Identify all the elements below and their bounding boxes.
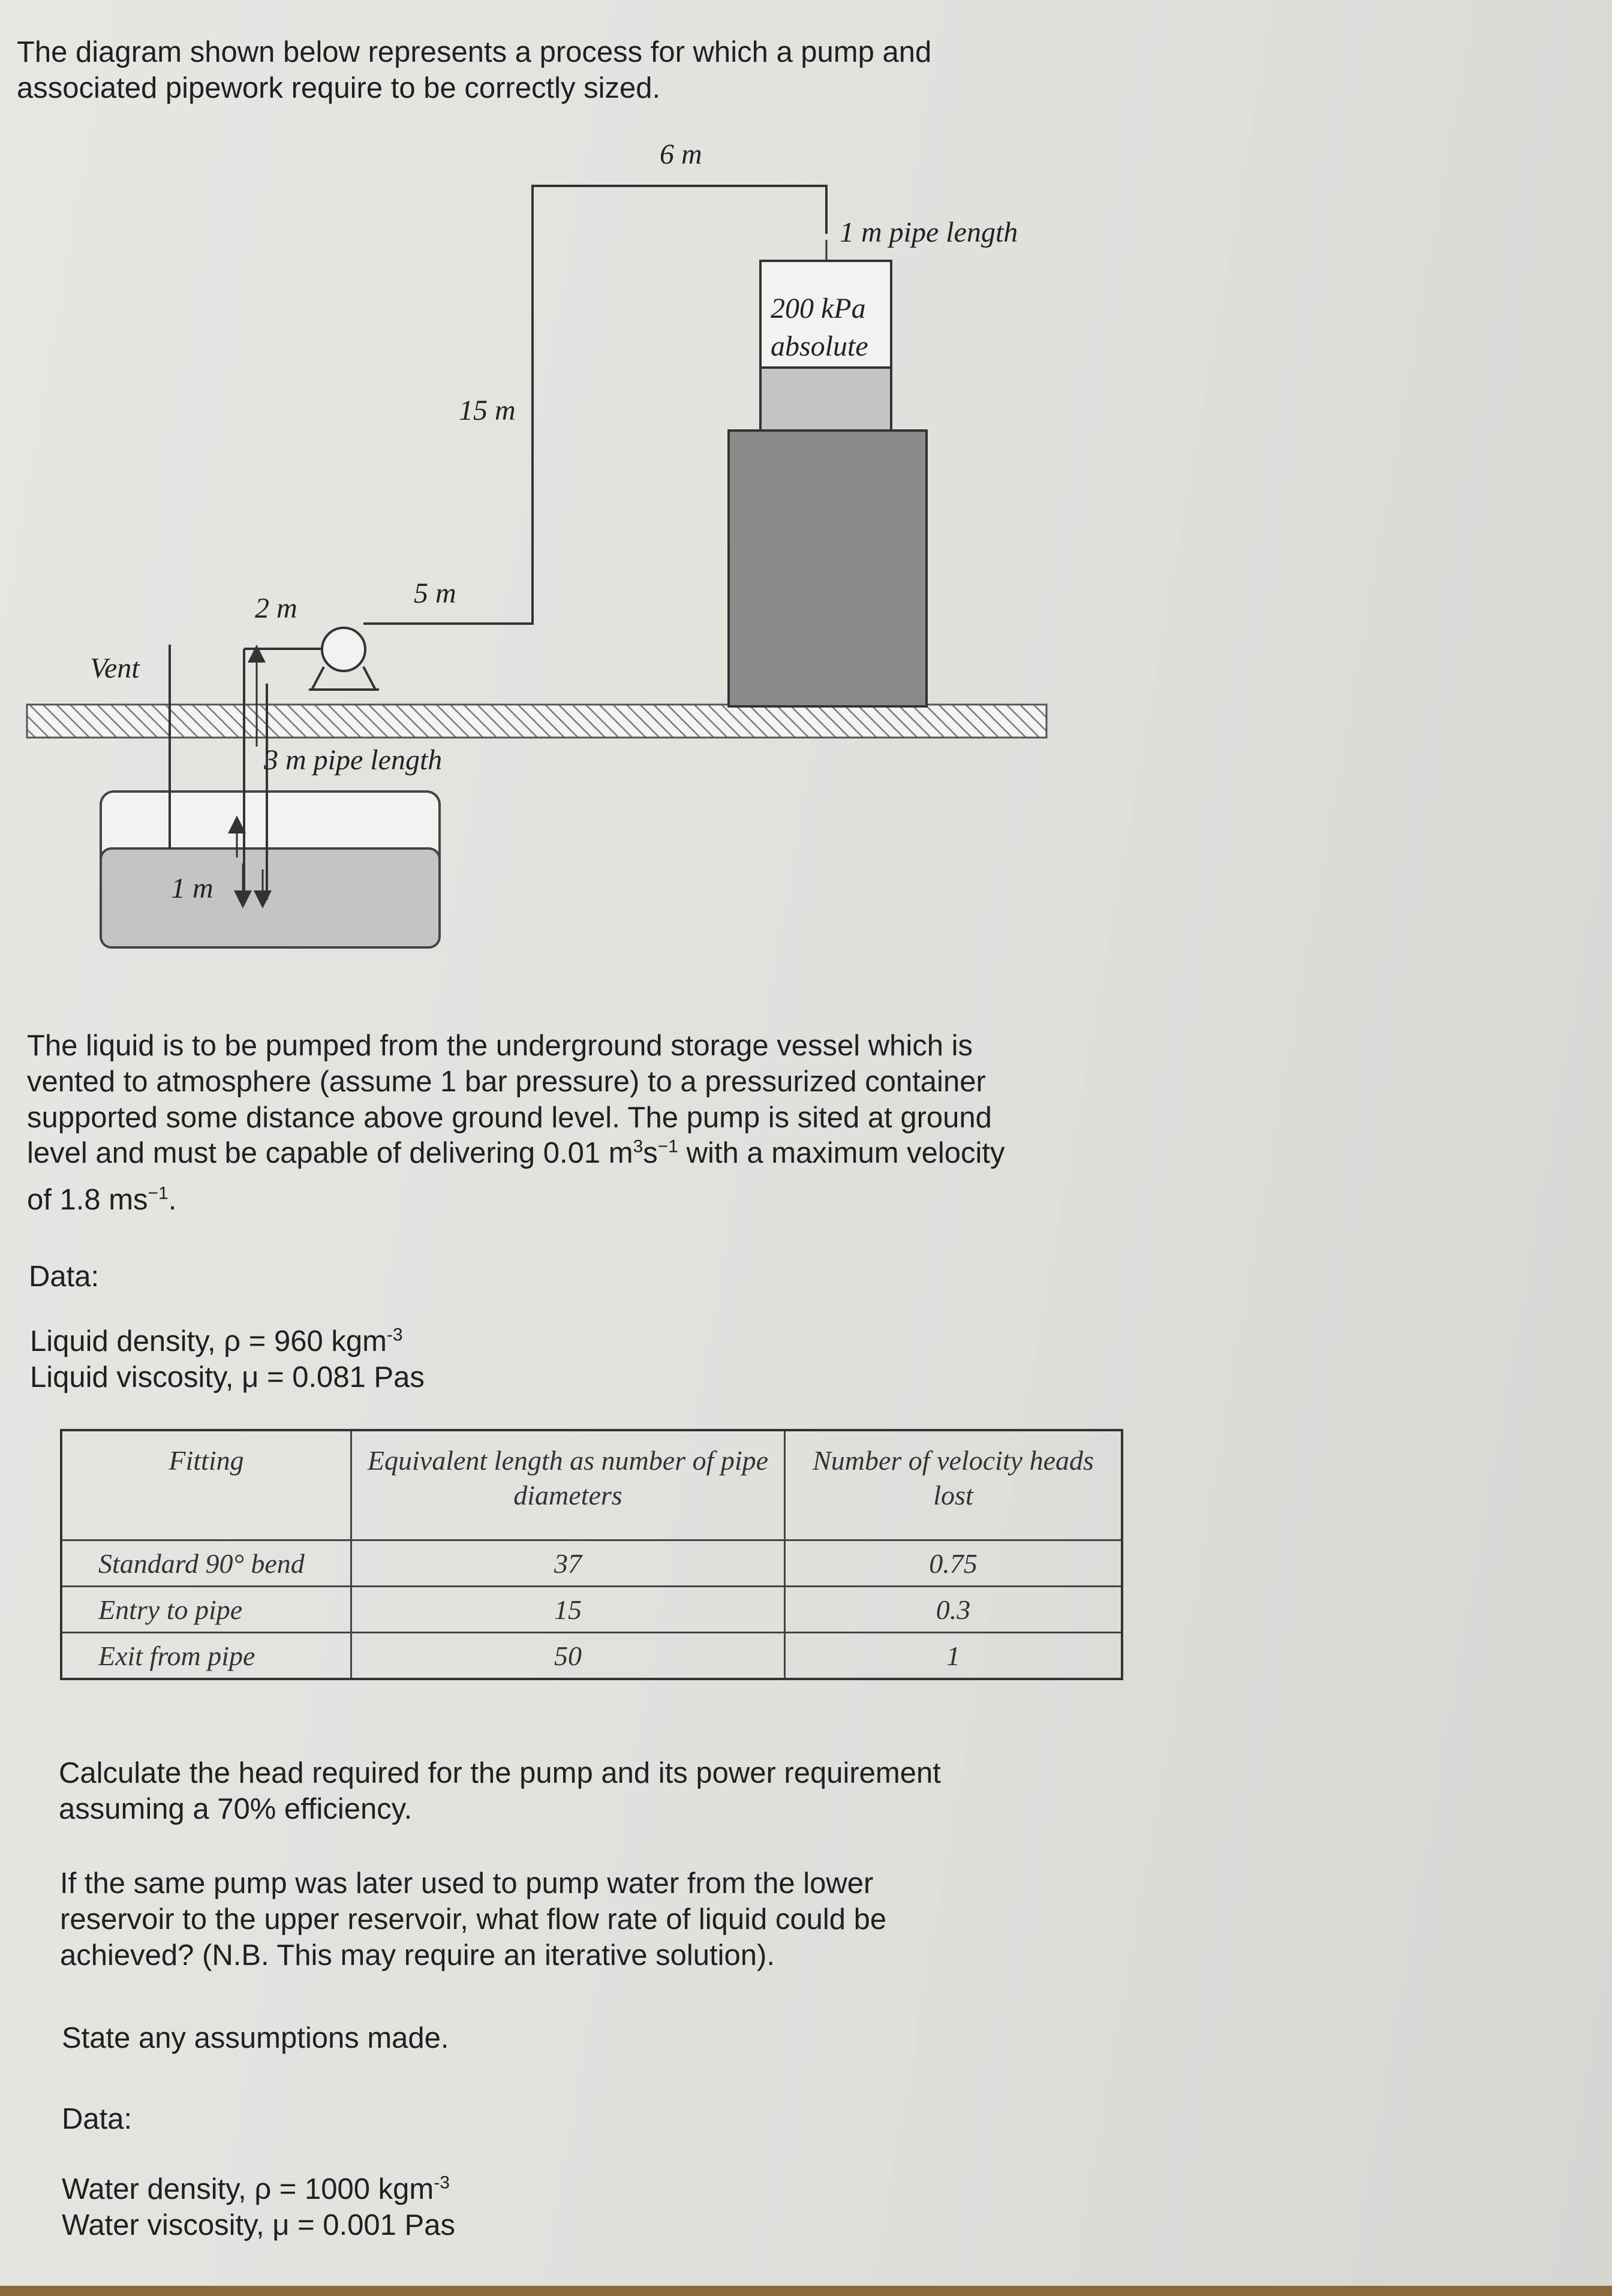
intro-text [17, 35, 931, 107]
table-row [61, 1587, 1122, 1633]
data-heading-2: Data: [62, 2103, 133, 2135]
desk-edge [0, 2286, 1612, 2296]
data-heading-1: Data: [29, 1260, 100, 1293]
fittings-table [60, 1429, 1123, 1680]
question-2-line-2: reservoir to the upper reservoir, what flow rate of liquid could be [60, 1903, 887, 1936]
pump-icon [322, 628, 365, 671]
equivalent-length: 37 [351, 1540, 785, 1587]
table-row [61, 1633, 1122, 1680]
water-density: Water density, ρ = 1000 kgm$^{-3}$ [62, 2172, 450, 2205]
process-diagram [0, 120, 1079, 989]
label-15m: 15 m [459, 395, 516, 426]
fitting-name: Exit from pipe [61, 1633, 351, 1680]
liquid-density: Liquid density, ρ = 960 kgm$^{-3}$ [30, 1325, 403, 1358]
question-2-line-1: If the same pump was later used to pump water from the lower [60, 1867, 874, 1900]
description-line-2: vented to atmosphere (assume 1 bar pressure) to a pressurized container [27, 1065, 986, 1098]
label-vent: Vent [90, 652, 140, 684]
question-2-line-3: achieved? (N.B. This may require an iterative solution). [60, 1939, 775, 1972]
velocity-heads: 1 [785, 1633, 1123, 1680]
description-line-4: level and must be capable of delivering 0.01 $m^3s^{-1}$ with a maximum velocity [27, 1136, 1005, 1170]
fitting-name: Standard 90° bend [61, 1540, 351, 1587]
table-header-row [61, 1430, 1122, 1540]
ground-hatching [27, 705, 1046, 738]
description-line-3: supported some distance above ground level. The pump is sited at ground [27, 1101, 992, 1134]
table-row [61, 1540, 1122, 1587]
intro-line-1: The diagram shown below represents a process for which a pump and [17, 36, 932, 68]
label-6m: 6 m [660, 139, 702, 170]
label-2m: 2 m [255, 592, 297, 624]
equivalent-length: 50 [351, 1633, 785, 1680]
label-3m-pipe-length: 3 m pipe length [264, 744, 443, 776]
liquid-properties [30, 1324, 425, 1396]
equivalent-length: 15 [351, 1587, 785, 1633]
header-equivalent-length: Equivalent length as number of pipe diameters [351, 1430, 785, 1540]
label-pressure-200kpa: 200 kPa [771, 293, 866, 324]
label-1m: 1 m [171, 872, 213, 904]
label-5m: 5 m [414, 577, 456, 609]
label-absolute: absolute [771, 330, 868, 362]
fitting-name: Entry to pipe [61, 1587, 351, 1633]
water-properties [62, 2172, 455, 2244]
label-1m-pipe-length: 1 m pipe length [840, 216, 1018, 248]
header-velocity-heads: Number of velocity heads lost [785, 1430, 1123, 1540]
intro-line-2: associated pipework require to be correctly sized. [17, 71, 661, 104]
assumptions-prompt: State any assumptions made. [62, 2022, 449, 2054]
header-fitting: Fitting [61, 1430, 351, 1540]
question-2 [60, 1866, 886, 1973]
container-liquid [760, 368, 891, 431]
container-support [729, 431, 927, 706]
question-1-line-2: assuming a 70% efficiency. [59, 1792, 413, 1825]
description-line-1: The liquid is to be pumped from the underground storage vessel which is [27, 1030, 973, 1062]
question-1-line-1: Calculate the head required for the pump and its power requirement [59, 1757, 941, 1789]
velocity-heads: 0.75 [785, 1540, 1123, 1587]
question-1 [59, 1756, 941, 1828]
storage-vessel-liquid [101, 848, 440, 947]
water-viscosity: Water viscosity, μ = 0.001 Pas [62, 2208, 455, 2241]
process-description [27, 1028, 1005, 1218]
liquid-viscosity: Liquid viscosity, μ = 0.081 Pas [30, 1361, 425, 1394]
velocity-heads: 0.3 [785, 1587, 1123, 1633]
description-line-5: of 1.8 $ms^{-1}$. [27, 1183, 177, 1217]
